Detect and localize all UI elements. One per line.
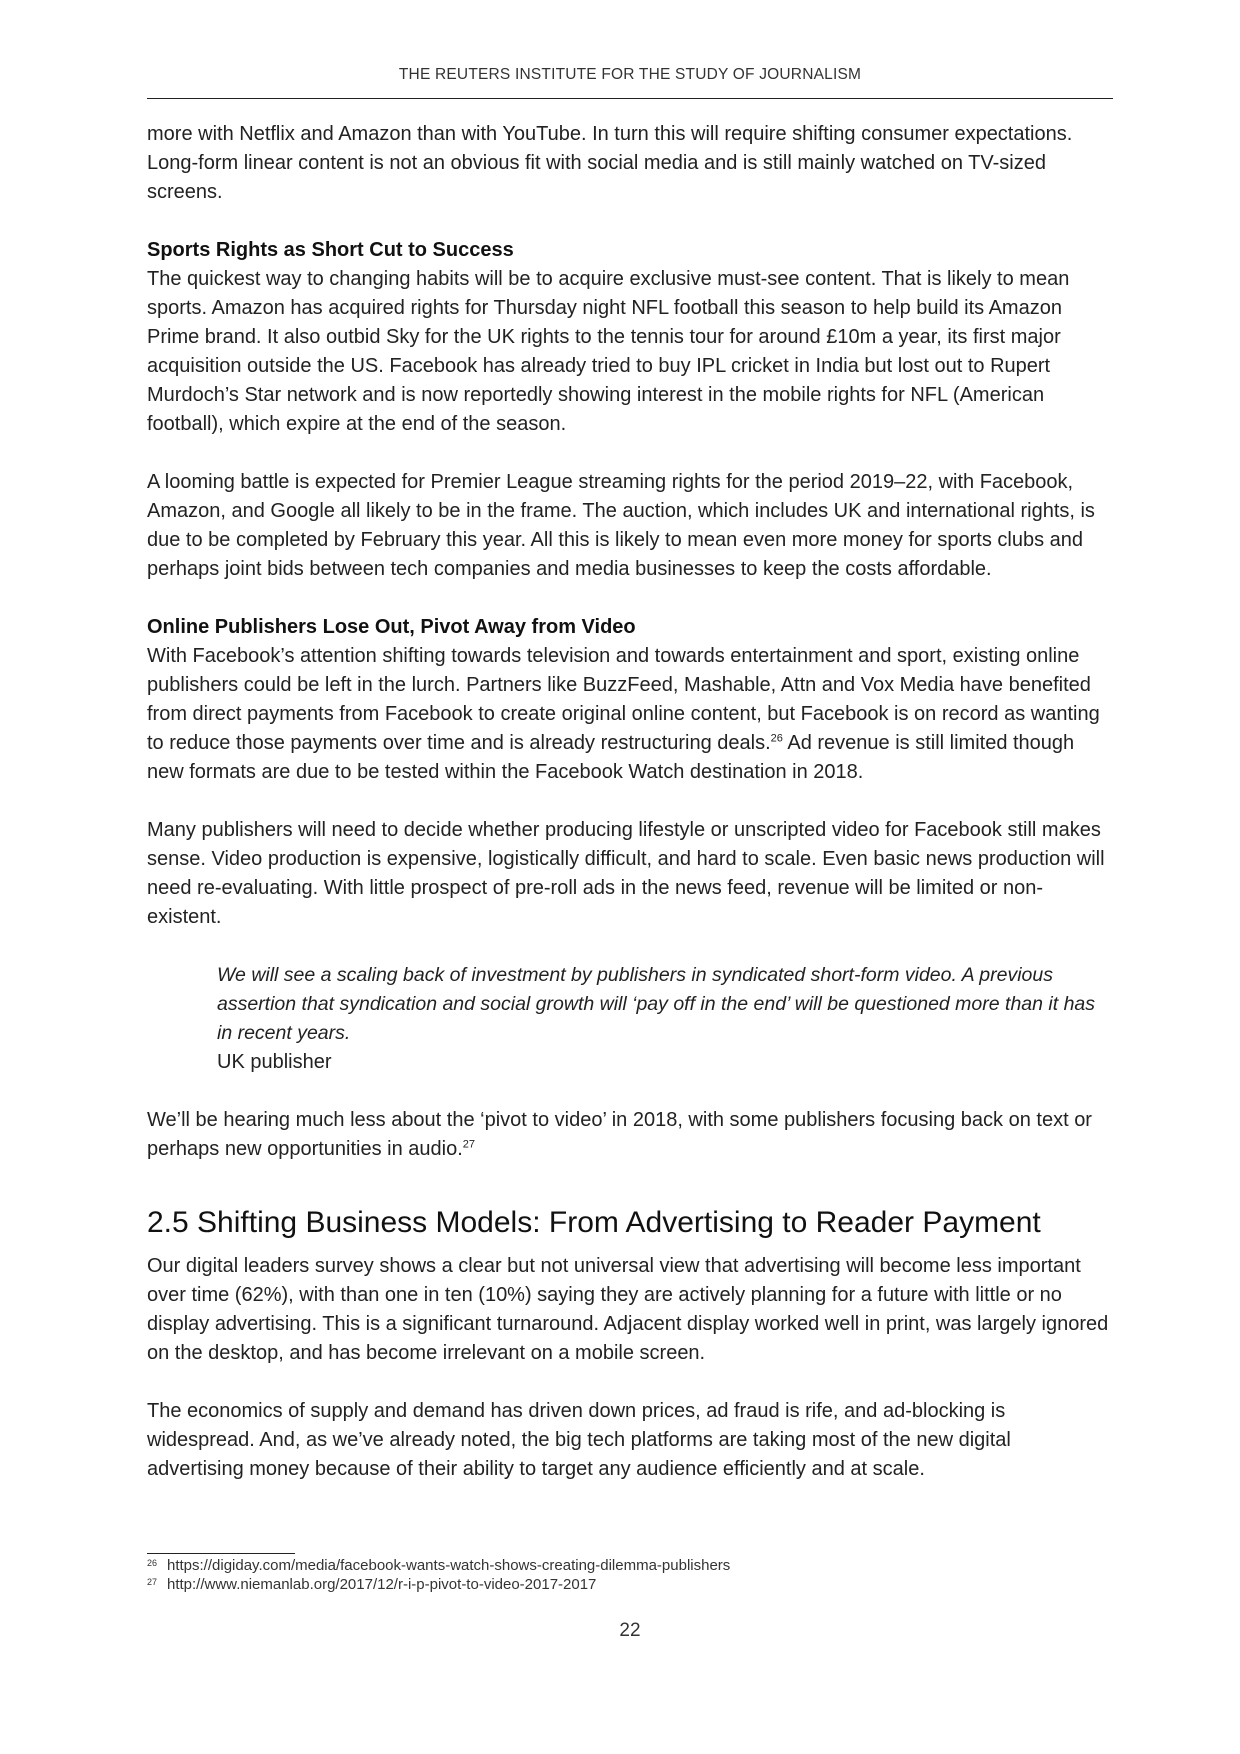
footnote-divider [147,1553,295,1554]
footnote-number: 27 [147,1577,158,1587]
business-paragraph-1: Our digital leaders survey shows a clear but not universal view that advertising will become less important over time (62%), with than one in ten (10%) saying they are actively planning for a future with little or no display advertising. This is a significant turnaround. Adjacent display worked well in print, was largely ignored on the desktop, and has become irrelevant on a mobile screen. [147,1255,1109,1364]
footnote-number: 26 [147,1558,158,1568]
running-header: THE REUTERS INSTITUTE FOR THE STUDY OF JOURNALISM [398,66,862,83]
business-paragraph-2: The economics of supply and demand has driven down prices, ad fraud is rife, and ad-blocking is widespread. And, as we’ve already noted, the big tech platforms are taking most of the new digital advertising money because of their ability to target any audience efficiently and at scale. [147,1400,1011,1480]
page-number: 22 [619,1620,641,1641]
footnote-ref-26[interactable]: 26 [770,732,783,745]
quote-source: UK publisher [217,1051,332,1073]
pull-quote [217,961,1113,1077]
business-section-heading: 2.5 Shifting Business Models: From Advertising to Reader Payment [147,1206,1041,1239]
footnotes [147,1556,1113,1594]
publishers-paragraph-3-text: We’ll be hearing much less about the ‘pivot to video’ in 2018, with some publishers focusing back on text or perhaps new opportunities in audio. [147,1109,1092,1160]
publishers-paragraph-2: Many publishers will need to decide whether producing lifestyle or unscripted video for Facebook still makes sense. Video production is expensive, logistically difficult, and hard to scale. Even basic news production will need re-evaluating. With little prospect of pre-roll ads in the news feed, revenue will be limited or non-existent. [147,819,1105,928]
quote-text: We will see a scaling back of investment by publishers in syndicated short-form video. A previous assertion that syndication and social growth will ‘pay off in the end’ will be questioned more than it has in recent years. [217,964,1096,1044]
document-page [147,0,1113,1754]
sports-section-heading: Sports Rights as Short Cut to Success [147,239,514,261]
publishers-section-heading: Online Publishers Lose Out, Pivot Away from Video [147,616,636,638]
publishers-paragraph-1-text-b: Ad revenue is still limited though new formats are due to be tested within the Facebook Watch destination in 2018. [147,732,1075,783]
footnote-ref-27[interactable]: 27 [462,1138,476,1151]
footnote-item [147,1556,1113,1575]
publishers-paragraph-1-text-a: With Facebook’s attention shifting towards television and towards entertainment and sport, existing online publishers could be left in the lurch. Partners like BuzzFeed, Mashable, Attn and Vox Media have benefited from direct payments from Facebook to create original online content, but Facebook is on record as wanting to reduce those payments over time and is already restructuring deals. [147,645,1100,754]
intro-paragraph: more with Netflix and Amazon than with YouTube. In turn this will require shifting consumer expectations. Long-form linear content is not an obvious fit with social media and is still mainly watched on TV-sized screens. [147,123,1073,203]
sports-paragraph-2: A looming battle is expected for Premier League streaming rights for the period 2019–22, with Facebook, Amazon, and Google all likely to be in the frame. The auction, which includes UK and international rights, is due to be completed by February this year. All this is likely to mean even more money for sports clubs and perhaps joint bids between tech companies and media businesses to keep the costs affordable. [147,471,1095,580]
header-divider [147,98,1113,99]
footnote-link[interactable]: http://www.niemanlab.org/2017/12/r-i-p-pivot-to-video-2017-2017 [167,1576,597,1593]
footnote-item [147,1575,1113,1594]
main-content [147,120,1113,1484]
footnote-link[interactable]: https://digiday.com/media/facebook-wants-watch-shows-creating-dilemma-publishers [167,1557,731,1574]
publishers-paragraph-3 [147,1106,1113,1164]
publishers-paragraph-1 [147,642,1113,787]
sports-paragraph-1: The quickest way to changing habits will be to acquire exclusive must-see content. That is likely to mean sports. Amazon has acquired rights for Thursday night NFL football this season to help build its Amazon Prime brand. It also outbid Sky for the UK rights to the tennis tour for around £10m a year, its first major acquisition outside the US. Facebook has already tried to buy IPL cricket in India but lost out to Rupert Murdoch’s Star network and is now reportedly showing interest in the mobile rights for NFL (American football), which expire at the end of the season. [147,268,1070,435]
